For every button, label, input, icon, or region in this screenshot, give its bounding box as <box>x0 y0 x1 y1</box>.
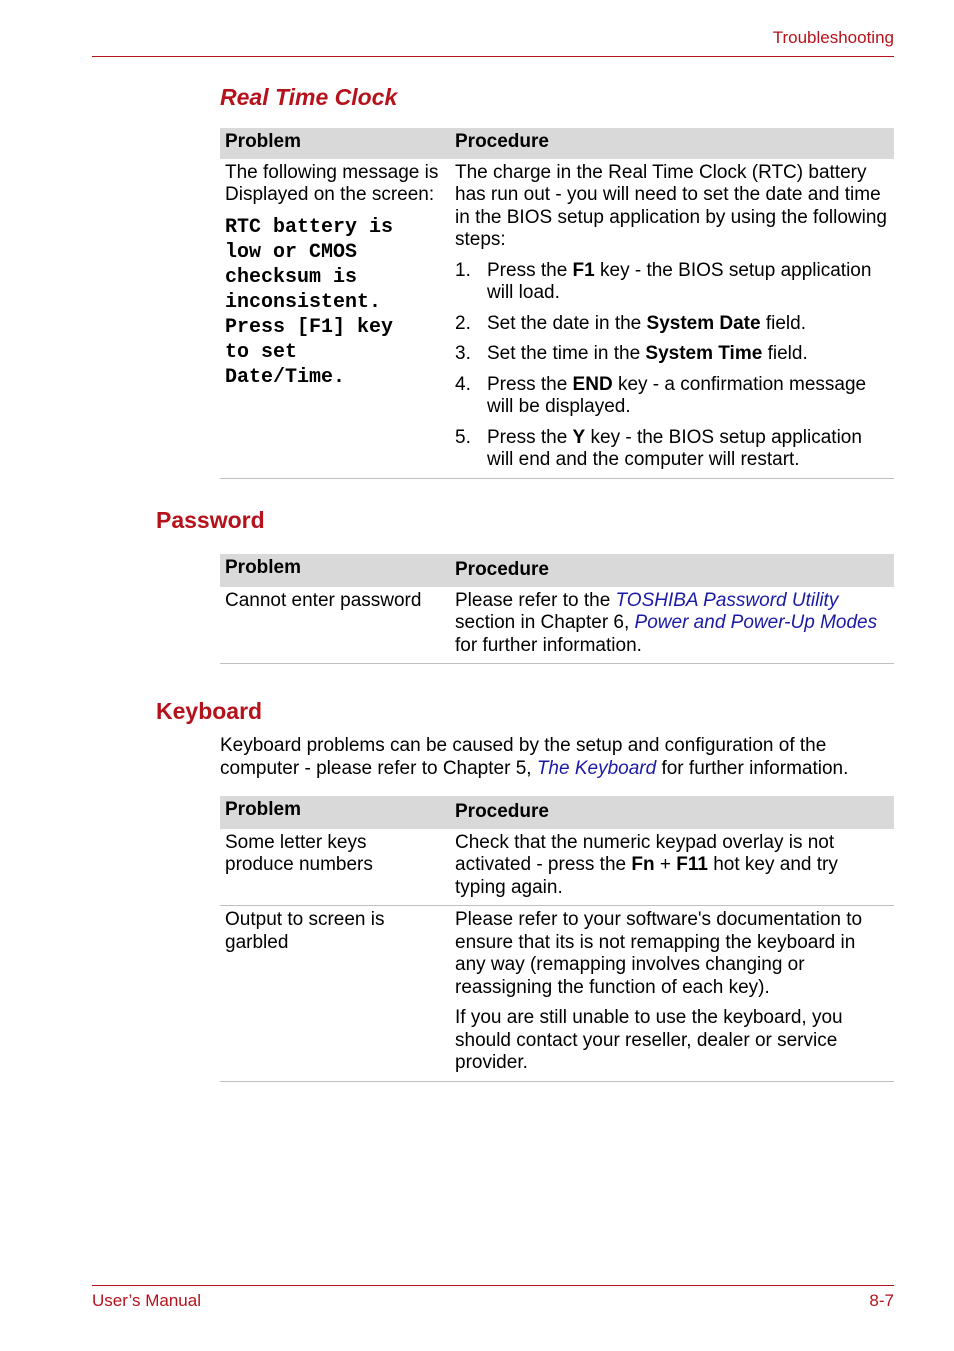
step-text: Set the time in the <box>487 343 646 364</box>
col-problem: Problem <box>220 554 445 587</box>
rtc-table <box>220 128 894 479</box>
col-procedure: Procedure <box>445 554 894 587</box>
step-text: Press the <box>487 426 573 448</box>
col-problem: Problem <box>220 796 445 829</box>
message-line: to set <box>225 340 298 364</box>
procedure-text: Please refer to the <box>455 589 616 611</box>
table-row <box>220 159 894 479</box>
step-text: key - the BIOS setup application will load. <box>487 259 872 303</box>
intro-text: for further information. <box>656 757 849 779</box>
procedure-text: Check that the numeric keypad overlay is not activated - press the <box>455 831 835 875</box>
step-key: F1 <box>572 259 595 281</box>
table-header-row <box>220 796 894 829</box>
page-number: 8-7 <box>869 1291 894 1310</box>
procedure-intro: The charge in the Real Time Clock (RTC) battery has run out - you will need to set the date and time in the BIOS setup application by using the following steps: <box>455 161 887 250</box>
message-line: Press [F1] key <box>225 315 394 339</box>
step-text: Press the <box>487 373 573 395</box>
password-table <box>220 554 894 664</box>
table-row <box>220 587 894 664</box>
problem-cell: Some letter keys produce numbers <box>220 829 445 906</box>
keyboard-table <box>220 796 894 1082</box>
step-text: Press the <box>487 259 573 281</box>
problem-cell <box>220 159 445 479</box>
step-item <box>455 313 889 336</box>
procedure-text: section in Chapter 6, <box>455 612 635 633</box>
step-item <box>455 374 889 419</box>
step-number: 1. <box>455 259 471 281</box>
keyboard-intro <box>220 735 910 780</box>
col-problem: Problem <box>220 128 445 159</box>
problem-cell: Cannot enter password <box>220 587 445 664</box>
procedure-text: for further information. <box>455 634 642 656</box>
message-line: checksum is <box>225 265 358 289</box>
error-message <box>225 215 440 390</box>
step-number: 5. <box>455 426 471 448</box>
procedure-cell <box>445 906 894 1082</box>
step-key: Y <box>572 426 586 448</box>
table-header-row <box>220 128 894 159</box>
procedure-text: hot key and try typing again. <box>455 854 838 898</box>
power-modes-link[interactable]: Power and Power-Up Modes <box>634 612 878 633</box>
step-item <box>455 343 889 366</box>
keyboard-chapter-link[interactable]: The Keyboard <box>536 757 657 779</box>
keyboard-heading: Keyboard <box>156 698 263 724</box>
step-key: System Date <box>646 312 761 334</box>
step-key: END <box>572 373 613 395</box>
step-key: System Time <box>645 343 763 364</box>
problem-text: The following message is Displayed on the screen: <box>225 161 439 205</box>
header-chapter: Troubleshooting <box>772 28 894 47</box>
header-rule <box>92 56 894 57</box>
message-line: inconsistent. <box>225 290 382 314</box>
table-row <box>220 906 894 1082</box>
message-line: Date/Time. <box>225 365 346 389</box>
col-procedure: Procedure <box>445 796 894 829</box>
footer-rule <box>92 1285 894 1286</box>
intro-text: Keyboard problems can be caused by the setup and configuration of the computer - please refer to Chapter 5, <box>220 735 827 779</box>
step-item <box>455 260 889 305</box>
procedure-paragraph: Please refer to your software's documentation to ensure that its is not remapping the keyboard in any way (remapping involves changing or reassigning the function of each key). <box>455 909 863 998</box>
step-text: field. <box>762 343 808 364</box>
step-number: 4. <box>455 373 471 395</box>
message-line: low or CMOS <box>225 240 358 264</box>
steps-list <box>455 260 889 472</box>
fn-key: Fn <box>631 854 655 875</box>
password-heading: Password <box>156 507 265 533</box>
step-text: Set the date in the <box>487 312 647 334</box>
col-procedure: Procedure <box>445 128 894 159</box>
step-number: 3. <box>455 343 471 364</box>
password-utility-link[interactable]: TOSHIBA Password Utility <box>615 589 839 611</box>
procedure-cell <box>445 829 894 906</box>
footer-manual-title: User’s Manual <box>92 1291 201 1310</box>
table-row <box>220 829 894 906</box>
procedure-paragraph: If you are still unable to use the keyboard, you should contact your reseller, dealer or service provider. <box>455 1007 843 1073</box>
f11-key: F11 <box>676 854 708 875</box>
step-item <box>455 427 889 472</box>
step-text: key - a confirmation message will be displayed. <box>487 373 867 417</box>
procedure-cell <box>445 159 894 479</box>
step-text: field. <box>760 312 806 334</box>
table-header-row <box>220 554 894 587</box>
procedure-cell <box>445 587 894 664</box>
rtc-heading: Real Time Clock <box>220 84 398 110</box>
step-text: key - the BIOS setup application will end and the computer will restart. <box>487 426 862 470</box>
problem-cell: Output to screen is garbled <box>220 906 445 1082</box>
message-line: RTC battery is <box>225 215 394 239</box>
step-number: 2. <box>455 312 471 334</box>
plus-sign: + <box>654 854 677 875</box>
